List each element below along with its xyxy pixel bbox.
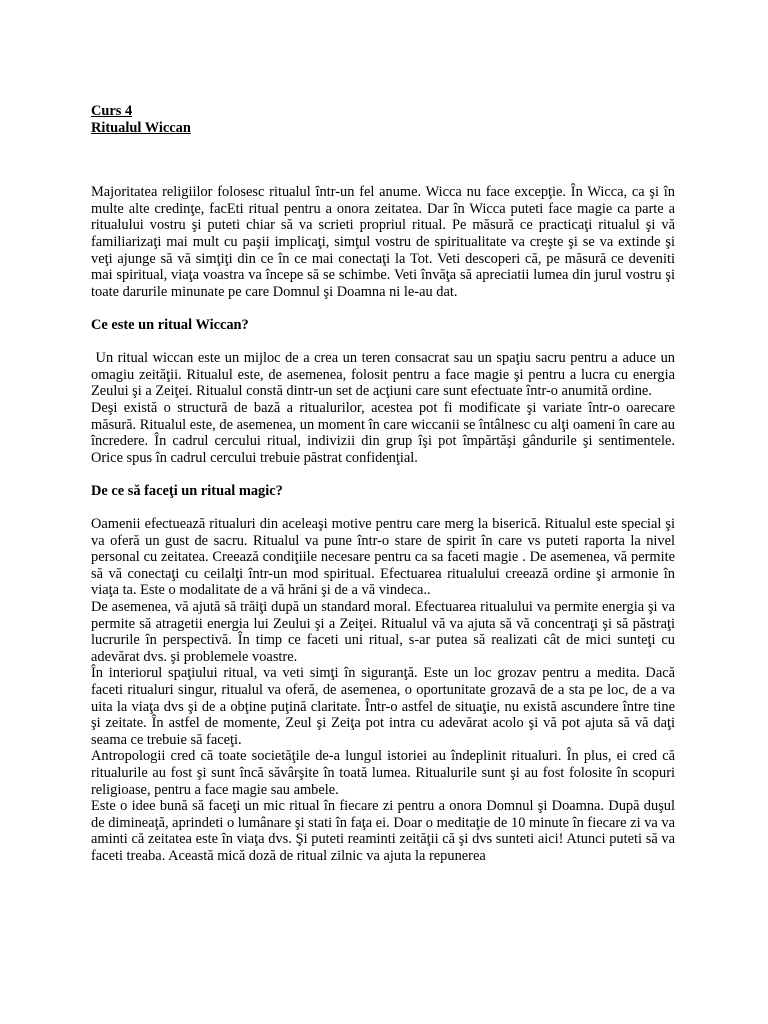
course-label: Curs 4 [91, 103, 133, 119]
section2-paragraph-5: Este o idee bună să faceţi un mic ritual în fiecare zi pentru a onora Domnul şi Doamna. După duşul de dimineaţă, aprindeti o lumânare şi stati în faţa ei. Doar o meditaţie de 10 minute în fiecare zi va va aminti că zeitatea este în viaţa dvs. Şi puteti reaminti zeităţii că şi dvs sunteti aici! Atunci puteti să va faceti treaba. Această mică doză de ritual zilnic va ajuta la repunerea [91, 798, 675, 864]
spacer [91, 300, 675, 317]
section2-paragraph-1: Oamenii efectuează ritualuri din aceleaşi motive pentru care merg la biserică. Ritualul este special şi va oferă un gust de sacru. Ritualul va pune într-o stare de spirit în care vs puteti raporta la nivel personal cu zeitatea. Creează condiţiile necesare pentru ca sa faceti magie . De asemenea, vă permite să vă conectaţi cu ceilalţi într-un mod spiritual. Efectuarea ritualului creează ordine şi armonie în viaţa ta. Este o modalitate de a vă hrăni şi de a vă vindeca.. [91, 516, 675, 599]
section1-paragraph-1: Un ritual wiccan este un mijloc de a crea un teren consacrat sau un spaţiu sacru pentru a aduce un omagiu zeităţii. Ritualul este, de asemenea, folosit pentru a face magie şi pentru a lucra cu energia Zeului şi a Zeiţei. Ritualul constă dintr-un set de acţiuni care sunt efectuate într-o anumită ordine. [91, 350, 679, 400]
spacer [91, 136, 675, 184]
section2-paragraph-4: Antropologii cred că toate societăţile de-a lungul istoriei au îndeplinit ritualuri. În plus, ei cred că ritualurile au fost şi sunt încă săvârşite în toată lumea. Ritualurile sunt şi au fost folosite în scopuri religioase, pentru a face magie sau ambele. [91, 748, 675, 798]
section-heading-why-ritual: De ce să faceţi un ritual magic? [91, 482, 283, 499]
spacer [91, 334, 675, 351]
spacer [91, 499, 675, 516]
spacer [91, 466, 675, 483]
document-title: Ritualul Wiccan [91, 119, 191, 136]
document-page [91, 103, 679, 865]
intro-paragraph: Majoritatea religiilor folosesc ritualul într-un fel anume. Wicca nu face excepţie. În Wicca, ca şi în multe alte credinţe, facEti ritual pentru a onora zeitatea. Dar în Wicca puteti face magie ca parte a ritualului vostru şi puteti chiar să va scrieti propriul ritual. Pe măsură ce practicaţi ritualul şi vă familiarizaţi mai mult cu paşii implicaţi, simţul vostru de spiritualitate va creşte şi se va extinde şi veţi ajunge să vă simţiţi din ce în ce mai conectaţi la Tot. Veti descoperi că, pe măsură ce deveniti mai spiritual, viaţa voastra va începe să se schimbe. Veti învăţa să apreciatii lumea din jurul vostru şi toate darurile minunate pe care Domnul şi Doamna ni le-au dat. [91, 184, 675, 300]
section-heading-what-is-ritual: Ce este un ritual Wiccan? [91, 316, 249, 333]
section2-paragraph-2: De asemenea, vă ajută să trăiţi după un standard moral. Efectuarea ritualului va permite energia şi va permite să atragetii energia lui Zeului şi a Zeiţei. Ritualul vă va ajuta să vă concentraţi şi să păstraţi lucrurile în perspectivă. În timp ce faceti uni ritual, s-ar putea să realizati cât de mici sunteţi cu adevărat dvs. şi problemele voastre. [91, 599, 675, 665]
section2-paragraph-3: În interiorul spaţiului ritual, va veti simţi în siguranţă. Este un loc grozav pentru a medita. Dacă faceti ritualuri singur, ritualul va oferă, de asemenea, o oportunitate grozavă de a sta pe loc, de a va uita la viaţa dvs şi de a obţine puţină claritate. Într-o astfel de situaţie, nu există ascundere între tine şi zeitate. În astfel de momente, Zeul şi Zeiţa pot intra cu adevărat acolo şi vă pot ajuta să vă daţi seama ce trebuie să faceţi. [91, 665, 675, 748]
section1-paragraph-2: Deşi există o structură de bază a ritualurilor, acestea pot fi modificate şi variate într-o oarecare măsură. Ritualul este, de asemenea, un moment în care wiccanii se întâlnesc cu alţi oameni în care au încredere. În cadrul cercului ritual, indivizii din grup îşi pot împărtăşi gândurile şi sentimentele. Orice spus în cadrul cercului trebuie păstrat confidenţial. [91, 399, 675, 466]
